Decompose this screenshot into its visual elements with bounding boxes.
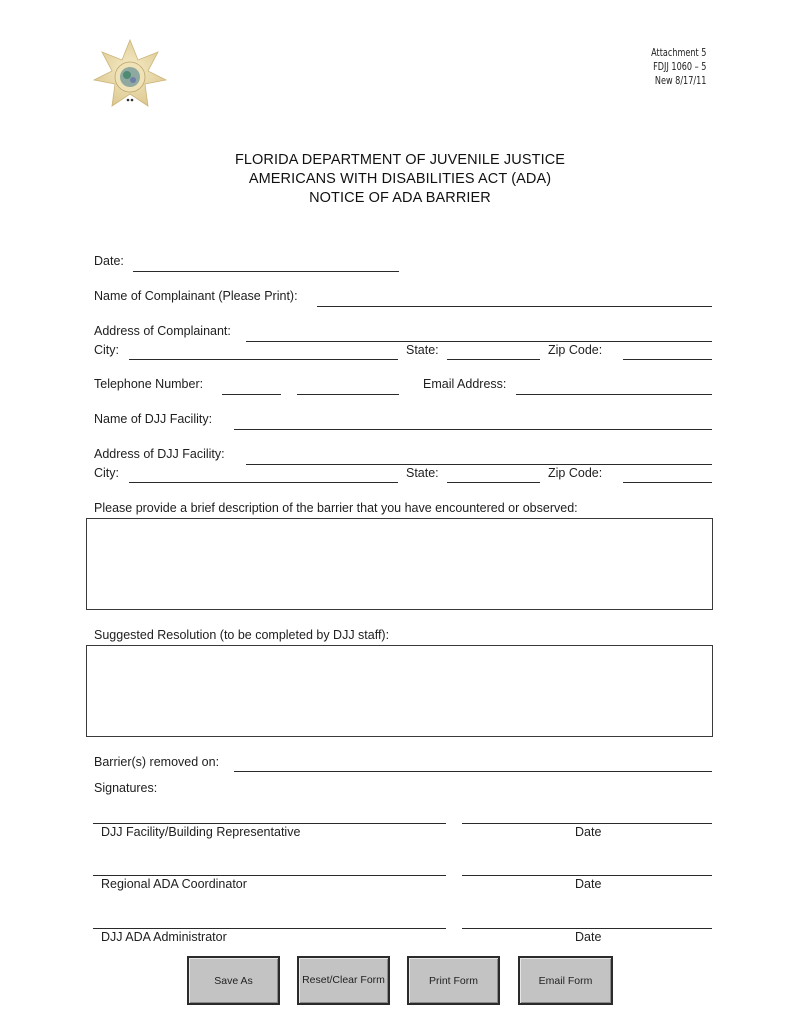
facility-address-label: Address of DJJ Facility: (94, 447, 225, 461)
act-title: AMERICANS WITH DISABILITIES ACT (ADA) (248, 171, 552, 187)
facility-state-field[interactable] (447, 482, 540, 483)
barrier-removed-date-field[interactable] (234, 771, 712, 772)
print-form-button[interactable] (407, 956, 500, 1005)
facility-name-field[interactable] (234, 429, 712, 430)
suggested-resolution-label: Suggested Resolution (to be completed by DJJ staff): (94, 628, 390, 642)
signature-line-ada-administrator[interactable] (93, 928, 446, 929)
reset-clear-form-button-label: Reset/Clear Form (302, 974, 385, 986)
save-as-button-label: Save As (214, 974, 253, 987)
reset-clear-form-button[interactable] (297, 956, 390, 1005)
complainant-zip-field[interactable] (623, 359, 712, 360)
signature-date-line-facility-rep[interactable] (462, 823, 712, 824)
telephone-number-field[interactable] (297, 394, 399, 395)
facility-name-label: Name of DJJ Facility: (94, 412, 213, 426)
signatures-heading: Signatures: (94, 781, 158, 795)
email-label: Email Address: (423, 377, 507, 391)
complainant-city-label: City: (94, 343, 119, 357)
form-number: FDJJ 1060 – 5 (652, 60, 706, 73)
signature-date-label-ada-administrator: Date (575, 930, 602, 944)
date-field[interactable] (133, 271, 399, 272)
facility-state-label: State: (406, 466, 439, 480)
signature-date-line-regional-coordinator[interactable] (462, 875, 712, 876)
facility-city-label: City: (94, 466, 119, 480)
signature-date-label-regional-coordinator: Date (575, 877, 602, 891)
facility-city-field[interactable] (129, 482, 398, 483)
signature-line-facility-rep[interactable] (93, 823, 446, 824)
complainant-name-label: Name of Complainant (Please Print): (94, 289, 298, 303)
complainant-name-field[interactable] (317, 306, 712, 307)
complainant-state-label: State: (406, 343, 439, 357)
signature-role-regional-coordinator: Regional ADA Coordinator (101, 877, 247, 891)
facility-zip-label: Zip Code: (548, 466, 603, 480)
barrier-description-textarea[interactable] (86, 518, 713, 610)
email-field[interactable] (516, 394, 712, 395)
signature-role-facility-rep: DJJ Facility/Building Representative (101, 825, 301, 839)
print-form-button-label: Print Form (428, 974, 478, 987)
agency-title: FLORIDA DEPARTMENT OF JUVENILE JUSTICE (234, 152, 566, 168)
complainant-city-field[interactable] (129, 359, 398, 360)
attachment-info (651, 46, 706, 88)
date-label: Date: (94, 254, 124, 268)
signature-line-regional-coordinator[interactable] (93, 875, 446, 876)
suggested-resolution-textarea[interactable] (86, 645, 713, 737)
telephone-area-code-field[interactable] (222, 394, 281, 395)
djj-star-badge-logo (92, 38, 168, 114)
signature-date-line-ada-administrator[interactable] (462, 928, 712, 929)
barrier-description-label: Please provide a brief description of the barrier that you have encountered or observed: (94, 501, 578, 515)
facility-address-field[interactable] (246, 464, 712, 465)
save-as-button[interactable] (187, 956, 280, 1005)
star-badge-icon (92, 38, 168, 114)
complainant-address-field[interactable] (246, 341, 712, 342)
signature-role-ada-administrator: DJJ ADA Administrator (101, 930, 227, 944)
signature-date-label-facility-rep: Date (575, 825, 602, 839)
barrier-removed-label: Barrier(s) removed on: (94, 755, 220, 769)
form-title: NOTICE OF ADA BARRIER (309, 190, 491, 206)
complainant-address-label: Address of Complainant: (94, 324, 231, 338)
attachment-number: Attachment 5 (650, 46, 706, 59)
facility-zip-field[interactable] (623, 482, 712, 483)
email-form-button[interactable] (518, 956, 613, 1005)
telephone-label: Telephone Number: (94, 377, 204, 391)
complainant-zip-label: Zip Code: (548, 343, 603, 357)
form-date: New 8/17/11 (654, 74, 706, 87)
complainant-state-field[interactable] (447, 359, 540, 360)
email-form-button-label: Email Form (538, 974, 593, 987)
